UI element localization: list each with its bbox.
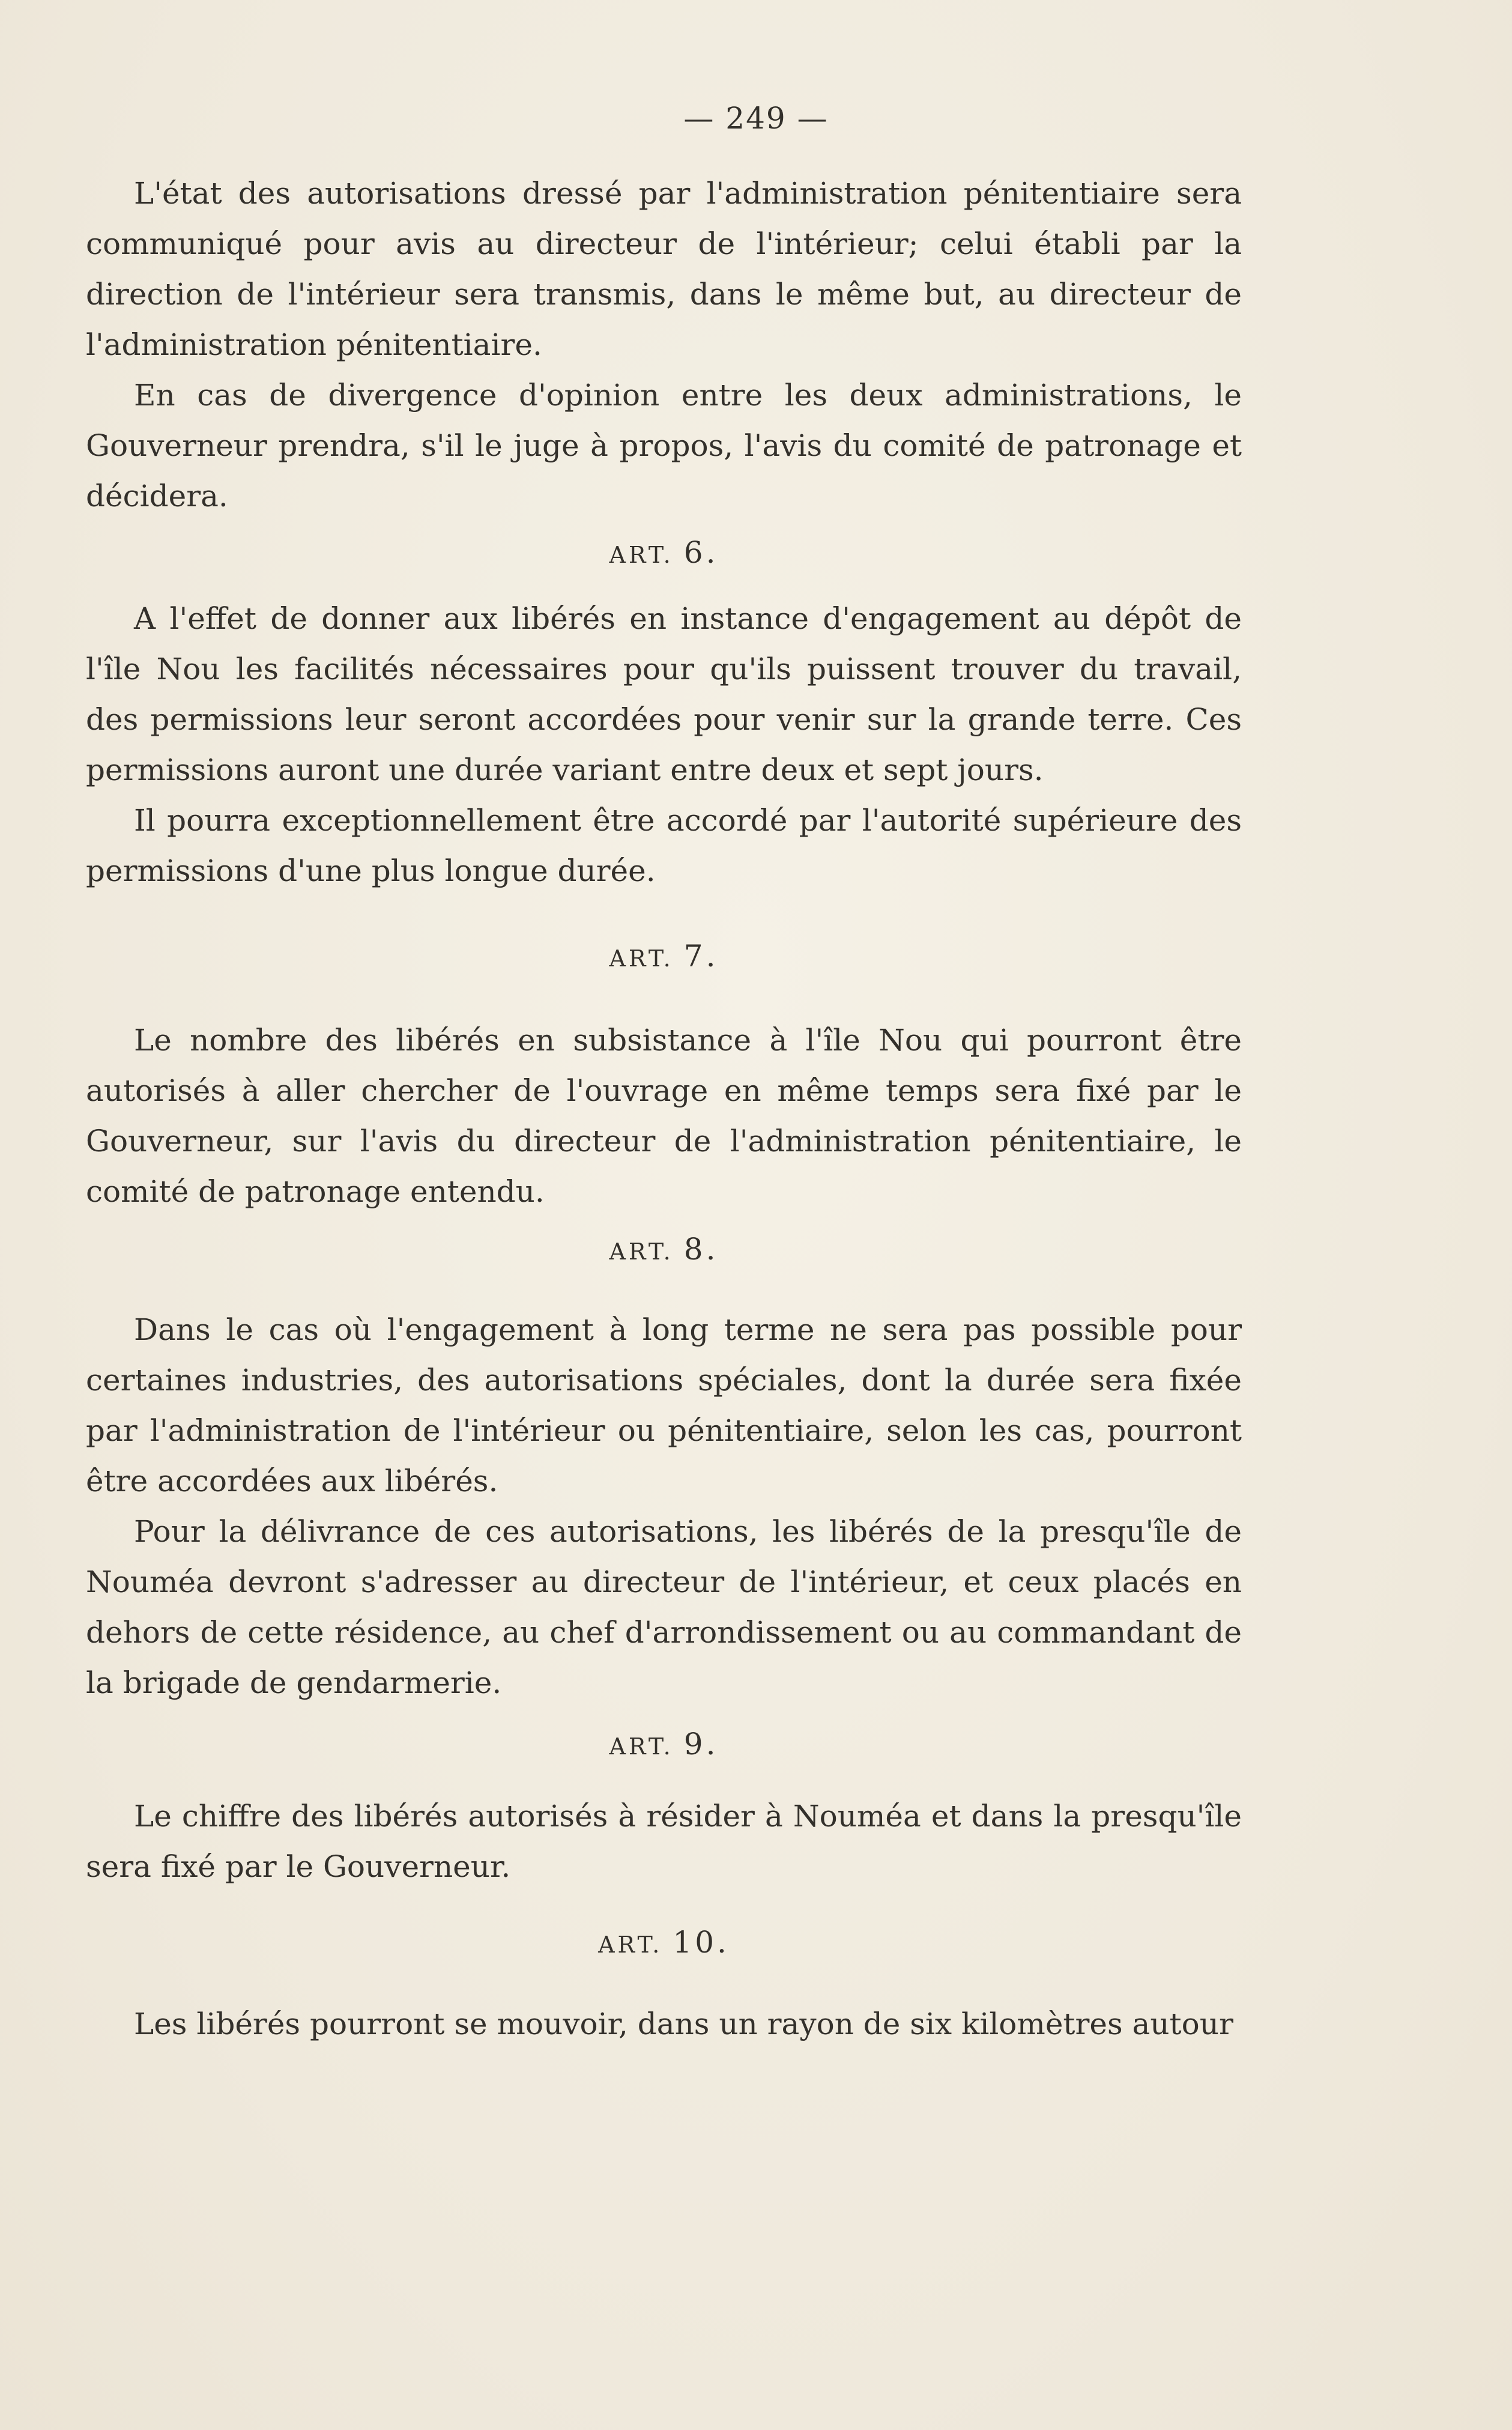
article-number: 6. <box>683 535 719 570</box>
paragraph: Pour la délivrance de ces autorisations, les libérés de la presqu'île de Nouméa devront s'adresser au directeur de l'intérieur, et ceux placés en dehors de cette résidence, au chef d'arrondissement ou au commandant de la brigade de gendarmerie. <box>86 1514 1242 1700</box>
article-number: 8. <box>683 1232 719 1267</box>
paragraph: Il pourra exceptionnellement être accordé par l'autorité supérieure des permissions d'une plus longue durée. <box>86 803 1242 888</box>
article-number: 7. <box>683 939 719 974</box>
article-number: 10. <box>673 1925 730 1960</box>
article-label: ART. <box>598 1932 663 1958</box>
article-number: 9. <box>683 1727 719 1762</box>
article-heading-6 <box>86 535 1242 573</box>
paragraph: Le nombre des libérés en subsistance à l'île Nou qui pourront être autorisés à aller chercher de l'ouvrage en même temps sera fixé par le Gouverneur, sur l'avis du directeur de l'administration pénitentiaire, le comité de patronage entendu. <box>86 1023 1242 1209</box>
paragraph: A l'effet de donner aux libérés en instance d'engagement au dépôt de l'île Nou les facilités nécessaires pour qu'ils puissent trouver du travail, des permissions leur seront accordées pour venir sur la grande terre. Ces permissions auront une durée variant entre deux et sept jours. <box>86 601 1242 787</box>
paragraph: Le chiffre des libérés autorisés à résider à Nouméa et dans la presqu'île sera fixé par le Gouverneur. <box>86 1799 1242 1884</box>
article-heading-8 <box>86 1231 1242 1270</box>
paragraph: Les libérés pourront se mouvoir, dans un rayon de six kilomètres autour <box>134 2007 1233 2041</box>
article-heading-10 <box>86 1924 1242 1963</box>
article-heading-7 <box>86 938 1242 977</box>
paragraph: Dans le cas où l'engagement à long terme ne sera pas possible pour certaines industries, des autorisations spéciales, dont la durée sera fixée par l'administration de l'intérieur ou pénitentiaire, selon les cas, pourront être accordées aux libérés. <box>86 1312 1242 1498</box>
article-label: ART. <box>609 1733 674 1760</box>
paragraph: L'état des autorisations dressé par l'administration pénitentiaire sera communiqué pour avis au directeur de l'intérieur; celui établi par la direction de l'intérieur sera transmis, dans le même but, au directeur de l'administration pénitentiaire. <box>86 176 1242 362</box>
article-label: ART. <box>609 945 674 972</box>
article-label: ART. <box>609 1238 674 1265</box>
article-label: ART. <box>609 542 674 568</box>
document-body <box>86 168 1242 2049</box>
paragraph: En cas de divergence d'opinion entre les deux administrations, le Gouverneur prendra, s'il le juge à propos, l'avis du comité de patronage et décidera. <box>86 378 1242 514</box>
page-number: — 249 — <box>683 101 829 136</box>
article-heading-9 <box>86 1726 1242 1765</box>
